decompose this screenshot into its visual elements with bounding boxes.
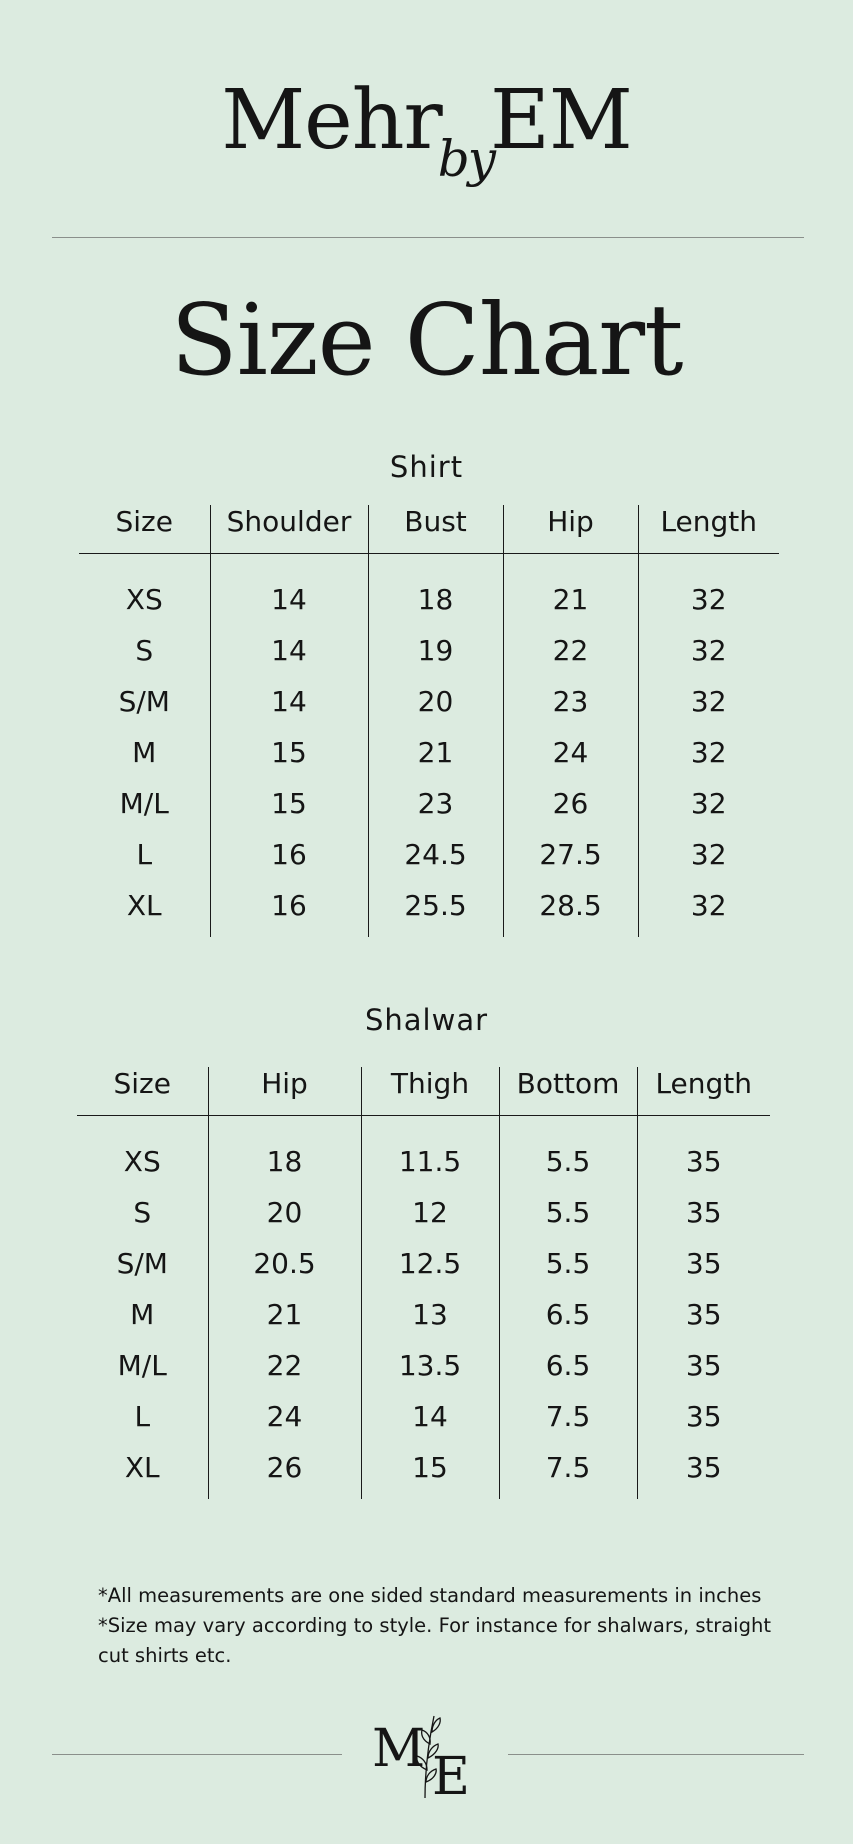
size-label-cell: XS xyxy=(123,1145,161,1178)
shirt-col-header: Length xyxy=(638,505,779,554)
note-measurements: *All measurements are one sided standard measurements in inches xyxy=(98,1584,762,1607)
table-row xyxy=(77,1340,770,1391)
measurement-cell: 6.5 xyxy=(499,1289,637,1340)
monogram-letter-e: E xyxy=(432,1747,470,1800)
measurement-cell: 24 xyxy=(208,1391,361,1442)
measurement-cell: 21 xyxy=(208,1289,361,1340)
table-row xyxy=(79,880,779,937)
size-label-cell: M xyxy=(132,736,157,769)
measurement-cell: 6.5 xyxy=(499,1340,637,1391)
header-divider xyxy=(52,237,804,238)
measurement-cell: 21 xyxy=(503,554,638,626)
measurement-cell: 35 xyxy=(637,1187,770,1238)
measurement-cell: 26 xyxy=(503,778,638,829)
measurement-cell: 20 xyxy=(368,676,503,727)
table-row xyxy=(77,1391,770,1442)
measurement-cell: 11.5 xyxy=(361,1116,499,1188)
shirt-col-header: Shoulder xyxy=(210,505,368,554)
measurement-cell: 16 xyxy=(210,880,368,937)
measurement-cell: 20.5 xyxy=(208,1238,361,1289)
measurement-cell: 13 xyxy=(361,1289,499,1340)
size-label-cell: M xyxy=(130,1298,155,1331)
size-label-cell: XL xyxy=(126,889,162,922)
shalwar-col-header: Hip xyxy=(208,1067,361,1116)
size-label-cell: S/M xyxy=(116,1247,168,1280)
measurement-cell: 32 xyxy=(638,625,779,676)
measurement-cell: 35 xyxy=(637,1391,770,1442)
measurement-notes xyxy=(98,1581,778,1671)
measurement-cell: 23 xyxy=(503,676,638,727)
measurement-cell: 35 xyxy=(637,1116,770,1188)
measurement-cell: 5.5 xyxy=(499,1238,637,1289)
measurement-cell: 26 xyxy=(208,1442,361,1499)
measurement-cell: 7.5 xyxy=(499,1442,637,1499)
brand-name-right: EM xyxy=(489,73,632,168)
measurement-cell: 35 xyxy=(637,1442,770,1499)
measurement-cell: 22 xyxy=(208,1340,361,1391)
measurement-cell: 15 xyxy=(361,1442,499,1499)
table-row xyxy=(79,554,779,626)
shalwar-col-header: Thigh xyxy=(361,1067,499,1116)
note-style-variance: *Size may vary according to style. For instance for shalwars, straight cut shirts etc. xyxy=(98,1614,771,1667)
measurement-cell: 24 xyxy=(503,727,638,778)
shalwar-col-header: Size xyxy=(77,1067,208,1116)
table-row xyxy=(79,625,779,676)
measurement-cell: 35 xyxy=(637,1289,770,1340)
measurement-cell: 14 xyxy=(210,676,368,727)
measurement-cell: 21 xyxy=(368,727,503,778)
measurement-cell: 12.5 xyxy=(361,1238,499,1289)
brand-name-script: by xyxy=(437,130,494,188)
size-label-cell: L xyxy=(136,838,153,871)
monogram-letter-m: M xyxy=(372,1719,426,1779)
shalwar-col-header: Bottom xyxy=(499,1067,637,1116)
size-label-cell: XS xyxy=(125,583,163,616)
measurement-cell: 15 xyxy=(210,778,368,829)
measurement-cell: 22 xyxy=(503,625,638,676)
page-title: Size Chart xyxy=(170,284,683,398)
measurement-cell: 5.5 xyxy=(499,1116,637,1188)
table-row xyxy=(77,1116,770,1188)
measurement-cell: 32 xyxy=(638,829,779,880)
shirt-header-row xyxy=(79,505,779,554)
measurement-cell: 14 xyxy=(210,625,368,676)
measurement-cell: 5.5 xyxy=(499,1187,637,1238)
shirt-size-table xyxy=(79,505,779,937)
measurement-cell: 32 xyxy=(638,676,779,727)
table-row xyxy=(77,1238,770,1289)
measurement-cell: 23 xyxy=(368,778,503,829)
measurement-cell: 32 xyxy=(638,778,779,829)
measurement-cell: 16 xyxy=(210,829,368,880)
measurement-cell: 15 xyxy=(210,727,368,778)
size-label-cell: S xyxy=(135,634,154,667)
measurement-cell: 27.5 xyxy=(503,829,638,880)
footer-divider-left xyxy=(52,1754,342,1755)
size-label-cell: XL xyxy=(124,1451,160,1484)
size-label-cell: S xyxy=(133,1196,152,1229)
table-row xyxy=(77,1442,770,1499)
monogram-logo xyxy=(370,1710,480,1800)
measurement-cell: 7.5 xyxy=(499,1391,637,1442)
brand-name-left: Mehr xyxy=(221,73,442,168)
size-label-cell: M/L xyxy=(117,1349,167,1382)
size-label-cell: M/L xyxy=(119,787,169,820)
footer-divider-right xyxy=(508,1754,804,1755)
measurement-cell: 14 xyxy=(361,1391,499,1442)
size-label-cell: L xyxy=(134,1400,151,1433)
table-row xyxy=(77,1187,770,1238)
table-row xyxy=(79,829,779,880)
measurement-cell: 24.5 xyxy=(368,829,503,880)
measurement-cell: 28.5 xyxy=(503,880,638,937)
shalwar-heading: Shalwar xyxy=(364,1003,489,1037)
measurement-cell: 14 xyxy=(210,554,368,626)
table-row xyxy=(79,676,779,727)
shalwar-col-header: Length xyxy=(637,1067,770,1116)
table-row xyxy=(77,1289,770,1340)
measurement-cell: 18 xyxy=(208,1116,361,1188)
table-row xyxy=(79,727,779,778)
measurement-cell: 25.5 xyxy=(368,880,503,937)
measurement-cell: 35 xyxy=(637,1340,770,1391)
measurement-cell: 35 xyxy=(637,1238,770,1289)
shirt-col-header: Bust xyxy=(368,505,503,554)
measurement-cell: 32 xyxy=(638,554,779,626)
measurement-cell: 18 xyxy=(368,554,503,626)
shalwar-header-row xyxy=(77,1067,770,1116)
table-row xyxy=(79,778,779,829)
brand-logo xyxy=(0,73,853,200)
shirt-col-header: Hip xyxy=(503,505,638,554)
measurement-cell: 20 xyxy=(208,1187,361,1238)
measurement-cell: 13.5 xyxy=(361,1340,499,1391)
size-label-cell: S/M xyxy=(118,685,170,718)
shirt-col-header: Size xyxy=(79,505,210,554)
shirt-heading: Shirt xyxy=(389,450,464,484)
measurement-cell: 32 xyxy=(638,880,779,937)
shalwar-size-table xyxy=(77,1067,770,1499)
measurement-cell: 19 xyxy=(368,625,503,676)
brand-wordmark xyxy=(221,73,632,188)
measurement-cell: 12 xyxy=(361,1187,499,1238)
measurement-cell: 32 xyxy=(638,727,779,778)
